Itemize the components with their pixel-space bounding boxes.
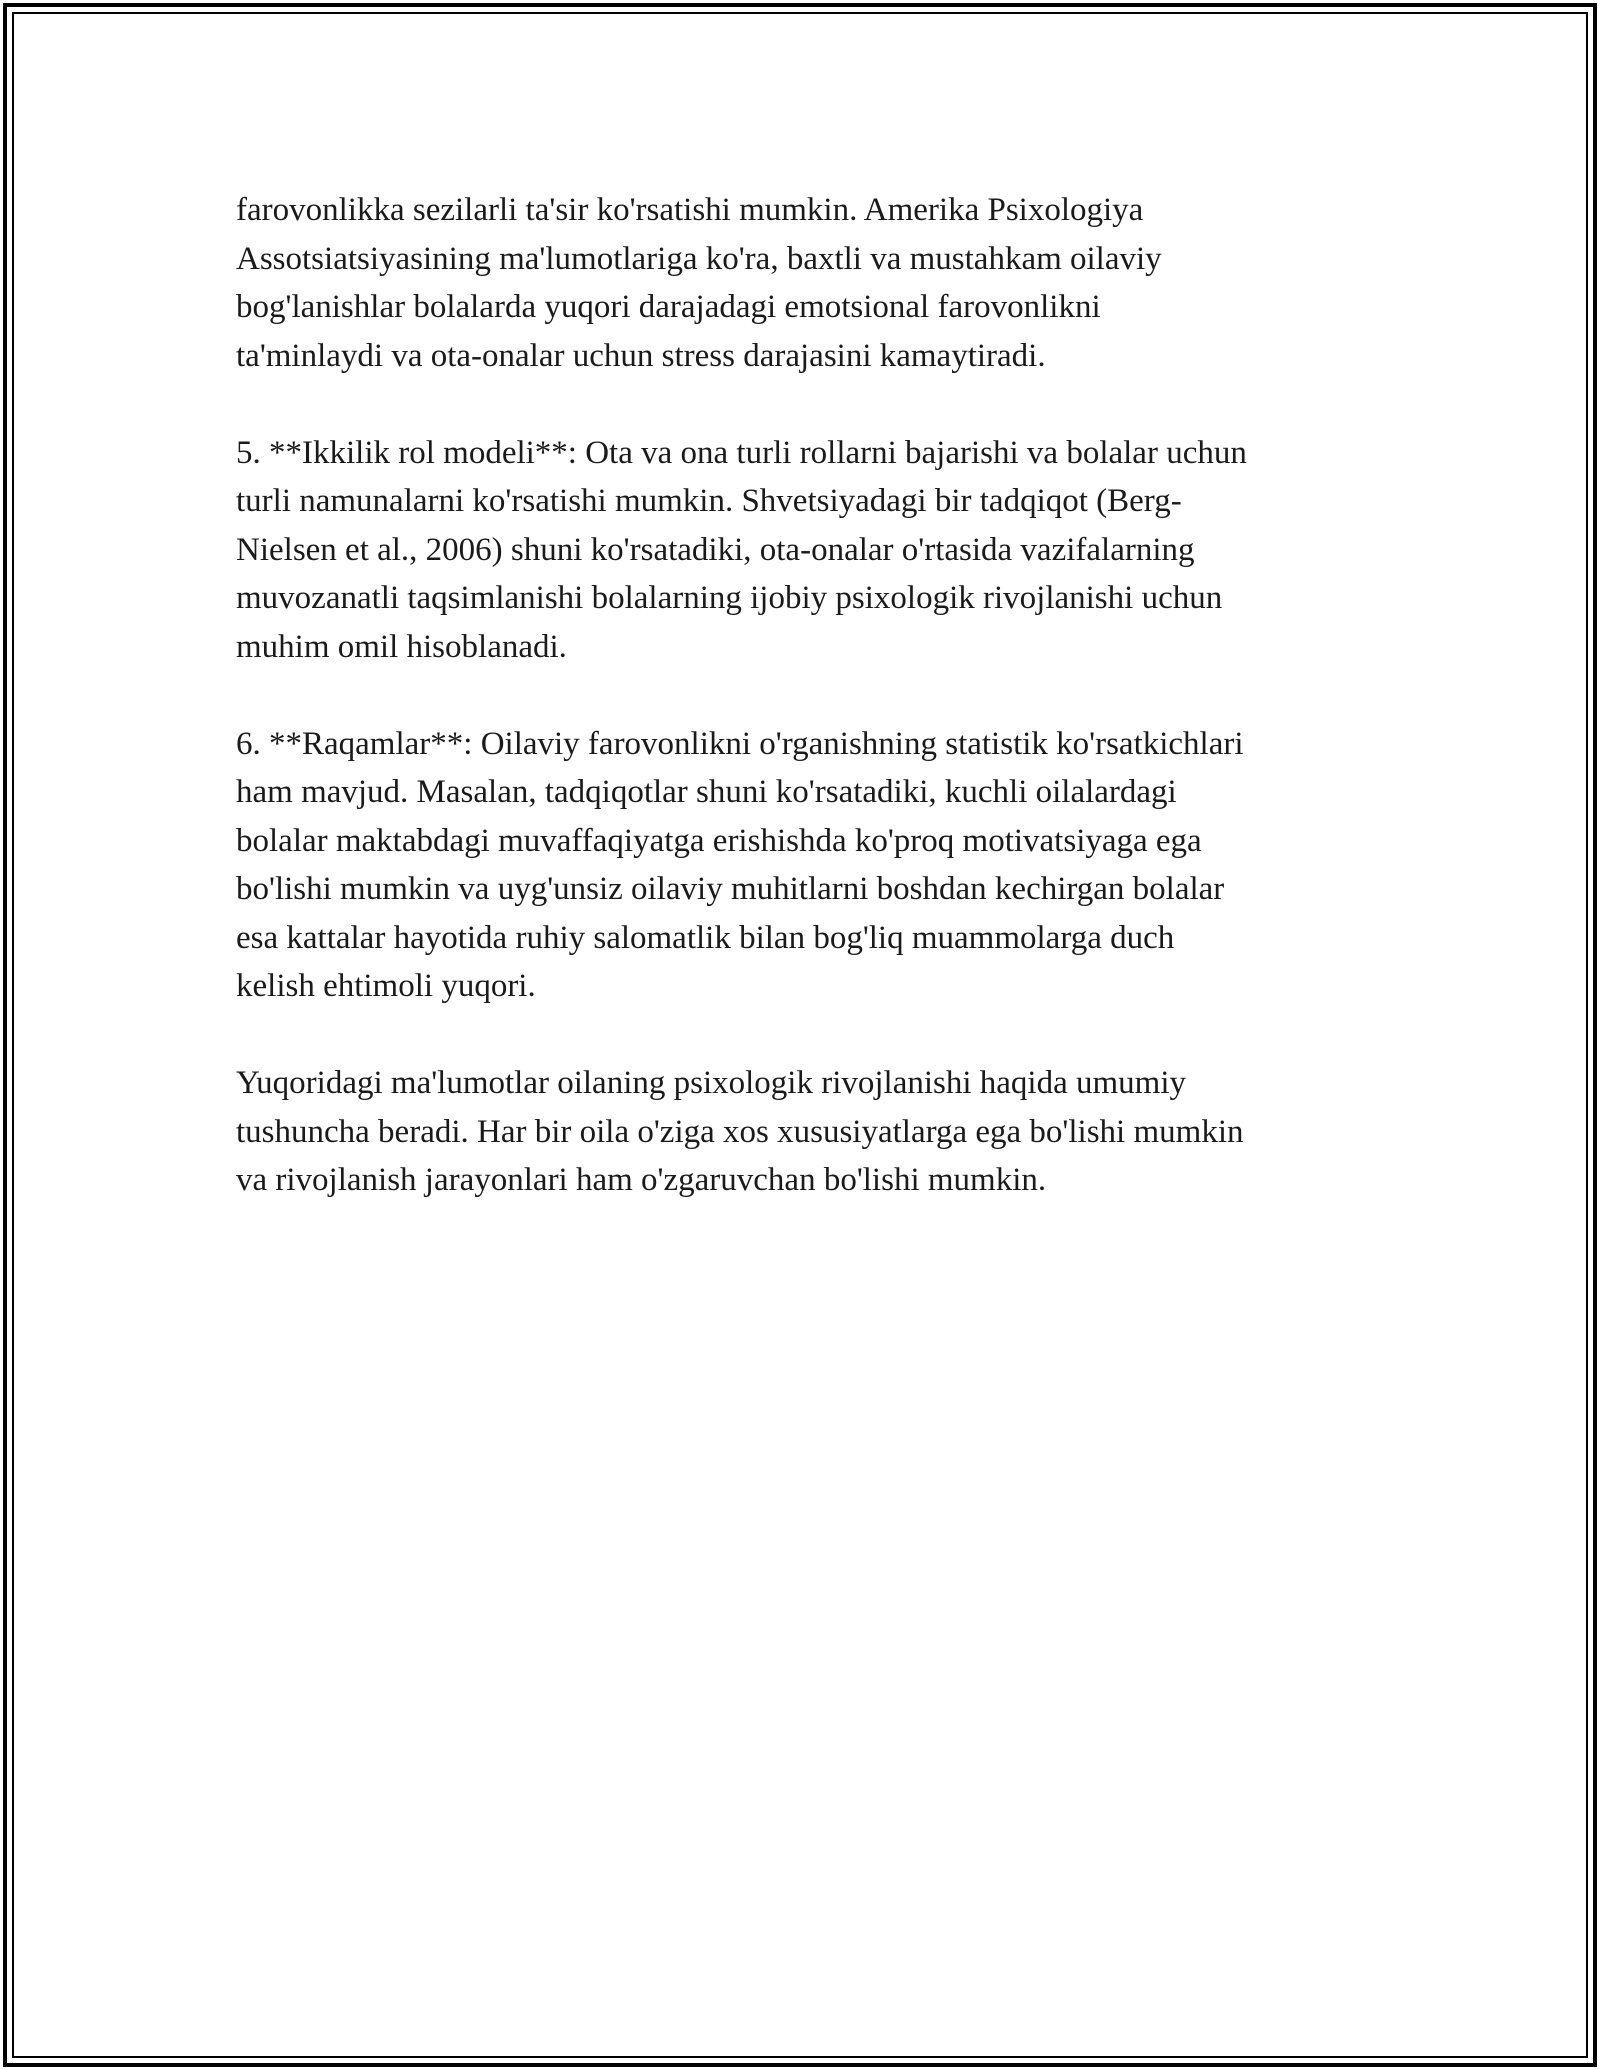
paragraph-item-6: 6. **Raqamlar**: Oilaviy farovonlikni o'rganishning statistik ko'rsatkichlari ham mavjud. Masalan, tadqiqotlar shuni ko'rsatadiki, kuchli oilalardagi bolalar maktabdagi muvaffaqiyatga erishishda ko'proq motivatsiyaga ega bo'lishi mumkin va uyg'unsiz oilaviy muhitlarni boshdan kechirgan bolalar esa kattalar hayotida ruhiy salomatlik bilan bog'liq muammolarga duch kelish ehtimoli yuqori.	[236, 725, 1244, 1004]
paragraph-continuation: farovonlikka sezilarli ta'sir ko'rsatishi mumkin. Amerika Psixologiya Assotsiatsiyasining ma'lumotlariga ko'ra, baxtli va mustahkam oilaviy bog'lanishlar bolalarda yuqori darajadagi emotsional farovonlikni ta'minlaydi va ota-onalar uchun stress darajasini kamaytiradi.	[236, 192, 1162, 374]
paragraph-conclusion: Yuqoridagi ma'lumotlar oilaning psixologik rivojlanishi haqida umumiy tushuncha beradi. Har bir oila o'ziga xos xususiyatlarga ega bo'lishi mumkin va rivojlanish jarayonlari ham o'zgaruvchan bo'lishi mumkin.	[236, 1065, 1244, 1198]
document-body	[236, 186, 1376, 1253]
paragraph-item-5: 5. **Ikkilik rol modeli**: Ota va ona turli rollarni bajarishi va bolalar uchun turli namunalarni ko'rsatishi mumkin. Shvetsiyadagi bir tadqiqot (Berg- Nielsen et al., 2006) shuni ko'rsatadiki, ota-onalar o'rtasida vazifalarning muvozanatli taqsimlanishi bolalarning ijobiy psixologik rivojlanishi uchun muhim omil hisoblanadi.	[236, 434, 1247, 665]
